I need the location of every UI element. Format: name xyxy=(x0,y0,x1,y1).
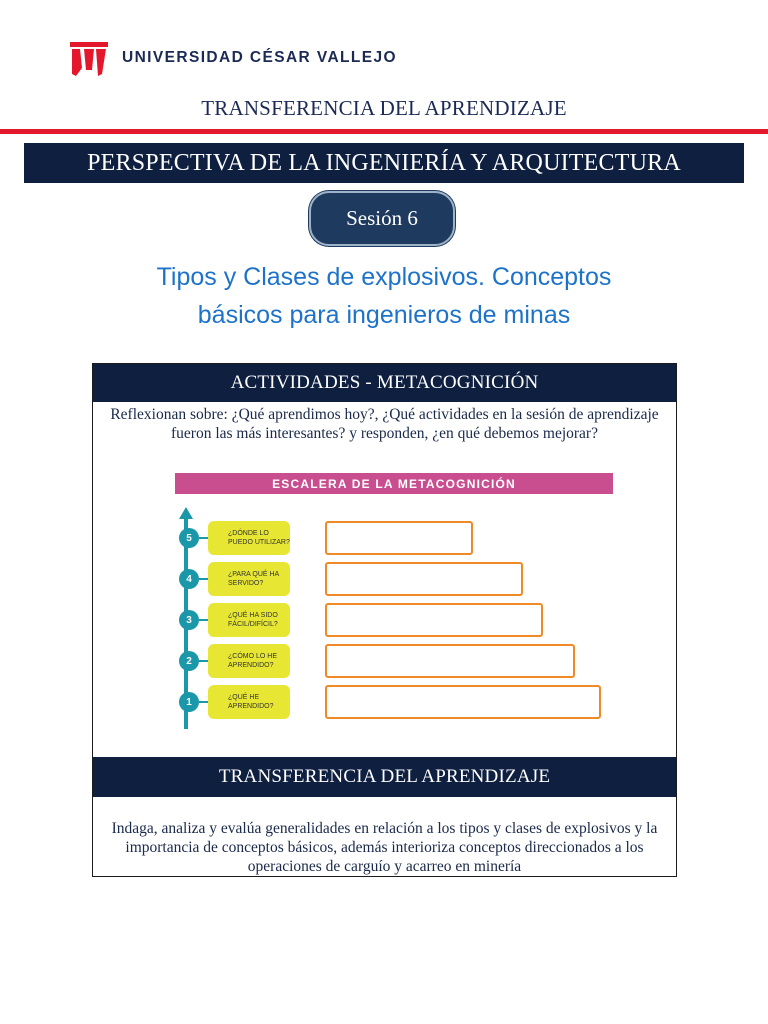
step-question: ¿DÓNDE LO PUEDO UTILIZAR? xyxy=(208,521,290,555)
step-question: ¿QUÉ HE APRENDIDO? xyxy=(208,685,290,719)
ladder-title: ESCALERA DE LA METACOGNICIÓN xyxy=(175,473,613,494)
step-answer-box xyxy=(325,521,473,555)
session-badge: Sesión 6 xyxy=(309,191,455,246)
step-question: ¿QUÉ HA SIDO FÁCIL/DIFÍCIL? xyxy=(208,603,290,637)
activities-box xyxy=(92,363,677,877)
step-connector xyxy=(199,660,208,662)
step-question: ¿PARA QUÉ HA SERVIDO? xyxy=(208,562,290,596)
course-banner: PERSPECTIVA DE LA INGENIERÍA Y ARQUITECTURA xyxy=(24,143,744,183)
page-title-line-1: Tipos y Clases de explosivos. Conceptos xyxy=(156,263,612,291)
step-number: 4 xyxy=(179,569,199,589)
step-answer-box xyxy=(325,644,575,678)
top-title: TRANSFERENCIA DEL APRENDIZAJE xyxy=(201,96,567,120)
step-connector xyxy=(199,701,208,703)
transfer-text: Indaga, analiza y evalúa generalidades en relación a los tipos y clases de explosivos y la importancia de conceptos básicos, además interioriza conceptos direccionados a los operaciones de carguío y acarreo en minería xyxy=(111,820,658,875)
step-number: 5 xyxy=(179,528,199,548)
step-number: 2 xyxy=(179,651,199,671)
activities-heading: ACTIVIDADES - METACOGNICIÓN xyxy=(93,364,676,402)
ladder-step-3 xyxy=(179,603,579,637)
step-question: ¿CÓMO LO HE APRENDIDO? xyxy=(208,644,290,678)
step-number: 3 xyxy=(179,610,199,630)
step-answer-box xyxy=(325,685,601,719)
ladder-step-5 xyxy=(179,521,479,555)
metacognition-ladder xyxy=(175,473,615,733)
ladder-step-1 xyxy=(179,685,609,719)
step-connector xyxy=(199,619,208,621)
step-connector xyxy=(199,578,208,580)
university-logo xyxy=(68,38,397,78)
page-title xyxy=(0,258,768,334)
divider xyxy=(0,129,768,134)
transfer-heading: TRANSFERENCIA DEL APRENDIZAJE xyxy=(93,757,676,797)
step-connector xyxy=(199,537,208,539)
step-answer-box xyxy=(325,562,523,596)
university-name: UNIVERSIDAD CÉSAR VALLEJO xyxy=(122,49,397,66)
step-answer-box xyxy=(325,603,543,637)
page-title-line-2: básicos para ingenieros de minas xyxy=(197,301,571,329)
reflection-text: Reflexionan sobre: ¿Qué aprendimos hoy?, ¿Qué actividades en la sesión de aprendizaje fueron las más interesantes? y responden, ¿en qué debemos mejorar? xyxy=(110,406,659,442)
ucv-emblem-icon xyxy=(68,38,110,78)
step-number: 1 xyxy=(179,692,199,712)
ladder-step-2 xyxy=(179,644,579,678)
ladder-step-4 xyxy=(179,562,529,596)
